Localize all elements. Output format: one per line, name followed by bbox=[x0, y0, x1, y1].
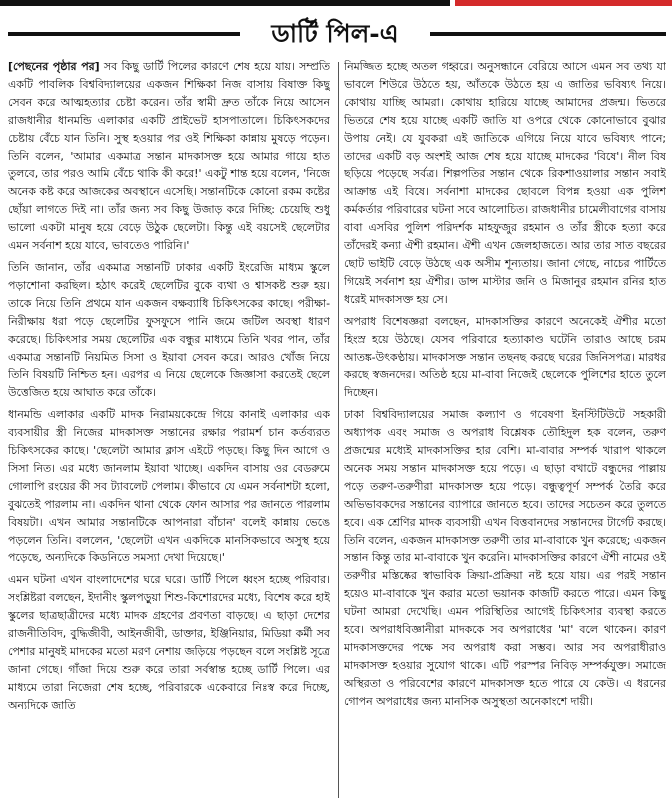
article-body bbox=[8, 58, 666, 806]
column-right bbox=[344, 58, 666, 806]
header-rule-left bbox=[8, 32, 240, 36]
paragraph: নিমজ্জিত হচ্ছে অতল গহ্বরে। অনুসন্ধানে বেরিয়ে আসে এমন সব তথ্য যা ভাবলে শিউরে উঠতে হয়, আঁতকে উঠতে হয় এ জাতির ভবিষ্যৎ নিয়ে। কোথায় যাচ্ছি আমরা। কোথায় হারিয়ে যাচ্ছে আমাদের প্রজন্ম। ভিতরে ভিতরে শেষ হয়ে যাচ্ছে একটি জাতি যা ওপরে থেকে কোনোভাবে বুঝার উপায় নেই। যে যুবকরা এই জাতিকে এগিয়ে নিয়ে যাবে ভবিষ্যৎ পানে; তাদের একটি বড় অংশই আজ শেষ হয়ে যাচ্ছে মাদকের 'বিষে'। নীল বিষ ছড়িয়ে পড়েছে সর্বত্র। শিল্পপতির সন্তান থেকে রিকশাওয়ালার সন্তান সবাই আক্রান্ত এই বিষে। সর্বনাশা মাদকের ছোবলে বিপন্ন হওয়া এক পুলিশ কর্মকর্তার পরিবারের ঘটনা সবে আলোচিত। রাজধানীর চামেলীবাগের বাসায় বাবা এসবির পুলিশ পরিদর্শক মাহফুজুর রহমান ও তাঁর স্ত্রীকে হত্যা করে তাঁদেরই কন্যা ঐশী রহমান। ঐশী এখন জেলহাজতে। আর তার সাত বছরের ছোট ভাইটি বেড়ে উঠছে এক অসীম শূন্যতায়। জানা গেছে, নাচের পার্টিতে গিয়েই সর্বনাশ হয় ঐশীর। ডান্স মাস্টার জনি ও মিজানুর রহমান রনির হাত ধরেই মাদকাসক্ত হয় সে। bbox=[344, 60, 666, 306]
paragraph: এমন ঘটনা এখন বাংলাদেশের ঘরে ঘরে। ডার্টি পিলে ধ্বংস হচ্ছে পরিবার। সংশ্লিষ্টরা বলছেন, ইদানীং স্কুলপড়ুয়া শিশু-কিশোরদের মধ্যে, বিশেষ করে হাই স্কুলের ছাত্রছাত্রীদের মধ্যে মাদক গ্রহণের প্রবণতা বাড়ছে। এ ছাড়া দেশের রাজনীতিবিদ, বুদ্ধিজীবী, আইনজীবী, ডাক্তার, ইঞ্জিনিয়ার, মিডিয়া কর্মী সব পেশার মানুষই মাদকের মতো মরণ নেশায় জড়িয়ে পড়ছেন বলে সংশ্লিষ্ট সূত্রে জানা গেছে। গাঁজা দিয়ে শুরু করে তারা সর্বস্বান্ত হচ্ছে ডার্টি পিলে। এর মাধ্যমে তারা নিজেরা শেষ হচ্ছে, পরিবারকে একেবারে নিঃস্ব করে দিচ্ছে, অন্যদিকে জাতি bbox=[8, 573, 330, 712]
paragraph: অপরাধ বিশেষজ্ঞরা বলছেন, মাদকাসক্তির কারণে অনেকেই ঐশীর মতো হিংস্র হয়ে উঠছে। যেসব পরিবারে হত্যাকাণ্ড ঘটেনি তারাও আছে চরম আতঙ্ক-উৎকণ্ঠায়। মাদকাসক্ত সন্তান তছনছ করছে ঘরের জিনিসপত্র। মারধর করছে স্বজনদের। অতিষ্ঠ হয়ে মা-বাবা নিজেই ছেলেকে পুলিশের হাতে তুলে দিচ্ছেন। bbox=[344, 314, 666, 400]
top-color-bar bbox=[0, 0, 672, 8]
continued-tag: [পেছনের পৃষ্ঠার পর] bbox=[8, 60, 100, 73]
column-divider bbox=[338, 62, 339, 798]
header-rule-right bbox=[430, 32, 666, 36]
column-left bbox=[8, 58, 330, 806]
paragraph bbox=[8, 58, 330, 255]
paragraph: ঢাকা বিশ্ববিদ্যালয়ের সমাজ কল্যাণ ও গবেষণা ইনস্টিটিউটে সহকারী অধ্যাপক এবং সমাজ ও অপরাধ বিশ্লেষক তৌহিদুল হক বলেন, তরুণ প্রজন্মের মধ্যেই মাদকাসক্তির হার বেশি। মা-বাবার সম্পর্ক খারাপ থাকলে অনেক সময় সন্তান মাদকাসক্ত হয়ে পড়ে। এ ছাড়া বখাটে বন্ধুদের পাল্লায় পড়ে তরুণ-তরুণীরা মাদকাসক্ত হয়ে পড়ে। বন্ধুত্বপূর্ণ সম্পর্ক তৈরি করে অভিভাবকদের সন্তানের ব্যাপারে জানতে হবে। তাদের সচেতন করে তুলতে হবে। এক শ্রেণির মাদক ব্যবসায়ী এখন বিত্তবানদের সন্তানদের টার্গেট করছে। তিনি বলেন, একজন মাদকাসক্ত তরুণী তার মা-বাবাকে খুন করেছে; একজন সন্তান কিন্তু তার মা-বাবাকে খুন করেনি। মাদকাসক্তির কারণে ঐশী নামের ওই তরুণীর মস্তিষ্কের স্বাভাবিক ক্রিয়া-প্রক্রিয়া নষ্ট হয়ে যায়। এর পরই সন্তান হয়েও মা-বাবাকে খুন করার মতো ভয়ানক কাজটি করতে পারে। এমন কিছু ঘটনা আমরা দেখেছি। এমন পরিস্থিতির আগেই চিকিৎসার ব্যবস্থা করতে হবে। অপরাধবিজ্ঞানীরা মাদককে সব অপরাধের 'মা' বলে থাকেন। কারণ মাদকাসক্তদের পক্ষে সব অপরাধ করা সম্ভব। আর সব অপরাধীরাও মাদকাসক্ত হওয়ার সুযোগ থাকে। এটি পরস্পর নিবিড় সম্পর্কযুক্ত। সমাজে অস্থিরতা ও পরিবেশের কারণে মাদকাসক্ত হতে পারে যে কেউ। এ ধরনের গোপন অপরাধের জন্য মানসিক অসুস্থতা অনেকাংশে দায়ী। bbox=[344, 408, 666, 708]
article-title: ডার্টি পিল-এ bbox=[271, 19, 399, 48]
paragraph: তিনি জানান, তাঁর একমাত্র সন্তানটি ঢাকার একটি ইংরেজি মাধ্যম স্কুলে পড়াশোনা করছিল। হঠাৎ করেই ছেলেটির বুকে ব্যথা ও শ্বাসকষ্ট শুরু হয়। তাকে নিয়ে তিনি প্রথমে যান একজন বক্ষব্যাধি চিকিৎসকের কাছে। পরীক্ষা-নিরীক্ষায় ধরা পড়ে ছেলেটির ফুসফুসে পানি জমে জটিল অবস্থা ধারণ করেছে। চিকিৎসার সময় ছেলেটির এক বন্ধুর মাধ্যমে তিনি খবর পান, তাঁর একমাত্র সন্তানটি নিয়মিত সিসা ও ইয়াবা সেবন করে। আরও খোঁজ নিয়ে তিনি বিষয়টি নিশ্চিত হন। এরপর এ নিয়ে ছেলেকে জিজ্ঞাসা করতেই ছেলে উত্তেজিত হয়ে আঘাত করে তাঁকে। bbox=[8, 260, 330, 400]
top-bar-red bbox=[455, 0, 672, 6]
paragraph-text: সব কিছু ডার্টি পিলের কারণে শেষ হয়ে যায়। সম্প্রতি একটি পাবলিক বিশ্ববিদ্যালয়ের একজন শিক্ষিকা নিজ বাসায় বিষাক্ত কিছু সেবন করে আত্মহত্যার চেষ্টা করেন। তাঁর স্বামী দ্রুত তাঁকে নিয়ে আসেন রাজধানীর ধানমন্ডি এলাকার একটি প্রাইভেট হাসপাতালে। চিকিৎসকদের চেষ্টায় বেঁচে যান তিনি। সুস্থ হওয়ার পর ওই শিক্ষিকা কান্নায় মুষড়ে পড়েন। তিনি বলেন, 'আমার একমাত্র সন্তান মাদকাসক্ত হয়ে আমার গায়ে হাত তুলবে, তার পরও আমি বেঁচে থাকি কী করে!' একটু শান্ত হয়ে বলেন, 'নিজে অনেক কষ্ট করে আজকের অবস্থানে এসেছি। সন্তানটিকে কোনো রকম কষ্টের ছোঁয়া লাগতে দিই না। তাঁর জন্য সব কিছু উজাড় করে দিচ্ছি: চেয়েছি শুধু ভালো একটা মানুষ হয়ে বেড়ে উঠুক ছেলেটা। কিন্তু এই বয়সেই ছেলেটার এমন সর্বনাশ হয়ে যাবে, ভাবতেও পারিনি।' bbox=[8, 60, 330, 253]
paragraph: ধানমন্ডি এলাকার একটি মাদক নিরাময়কেন্দ্রে গিয়ে কানাই এলাকার এক ব্যবসায়ীর স্ত্রী নিজের মাদকাসক্ত সন্তানের রক্ষার পরামর্শ চান কর্তব্যরত চিকিৎসকের কাছে। 'ছেলেটা আমার ক্লাস এইটে পড়ছে। কিছু দিন আগে ও সিসা নিত। এর মধ্যে জানলাম ইয়াবা খাচ্ছে। একদিন বাসায় ওর বেডরুমে গোলাপি রংয়ের কী সব ট্যাবলেট পেলাম। কীভাবে যে এমন সর্বনাশটা হলো, বুঝতেই পারলাম না। একদিন থানা থেকে ফোন আসার পর জানতে পারলাম বিষয়টা। এখন আমার সন্তানটিকে আপনারা বাঁচান' বলেই কান্নায় ভেঙে পড়লেন তিনি। বললেন, 'ছেলেটা এখন একদিকে মানসিকভাবে অসুস্থ হয়ে পড়েছে, অন্যদিকে কিডনিতে সমস্যা দেখা দিয়েছে।' bbox=[8, 408, 330, 565]
top-bar-black bbox=[0, 0, 450, 6]
article-header bbox=[0, 14, 672, 54]
